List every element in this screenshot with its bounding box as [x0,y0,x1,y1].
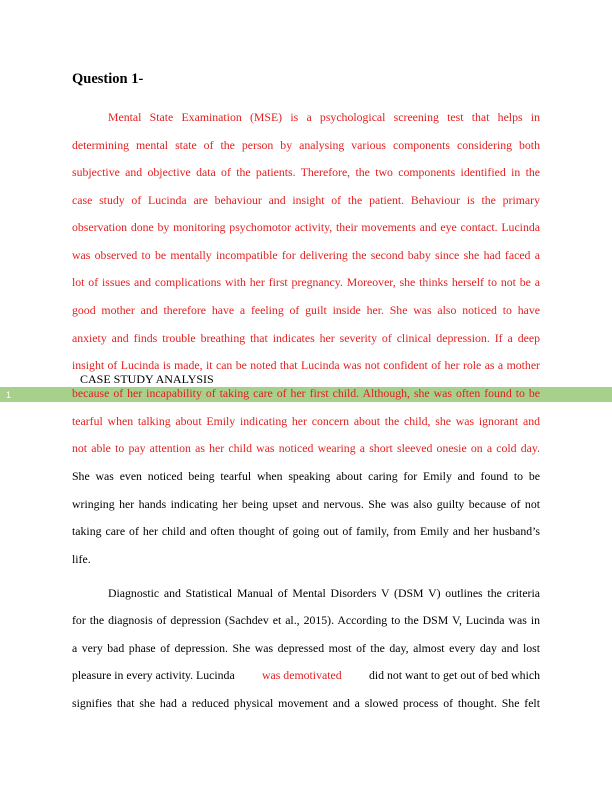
page-number: 1 [6,390,12,400]
paragraph-line: Diagnostic and Statistical Manual of Mental Disorders V (DSM V) outlines the criteria [108,586,540,600]
paragraph-line: case study of Lucinda are behaviour and insight of the patient. Behaviour is the primary [72,193,540,207]
paragraph-line: taking care of her child and often thought of going out of family, from Emily and her husband’s [72,524,540,538]
paragraph-line: Mental State Examination (MSE) is a psychological screening test that helps in [108,110,540,124]
line-segment: pleasure in every activity. Lucinda [72,668,235,682]
paragraph-line: signifies that she had a reduced physical movement and a slowed process of thought. She felt [72,696,540,710]
paragraph-line: a very bad phase of depression. She was depressed most of the day, almost every day and lost [72,641,540,655]
paragraph-line: wringing her hands indicating her being upset and nervous. She was also guilty because of not [72,497,540,511]
paragraph-line: lot of issues and complications with her first pregnancy. Moreover, she thinks herself to not be a [72,275,540,289]
running-header: CASE STUDY ANALYSIS [80,372,214,386]
paragraph-line: subjective and objective data of the patients. Therefore, the two components identified in the [72,165,540,179]
paragraph-line: determining mental state of the person by analysing various components considering both [72,138,540,152]
question-heading: Question 1- [72,71,144,87]
paragraph-line: tearful when talking about Emily indicating her concern about the child, she was ignorant and [72,414,540,428]
paragraph-line: anxiety and finds trouble breathing that indicates her severity of clinical depression. If a deep [72,331,540,345]
line-segment: did not want to get out of bed which [368,668,540,682]
paragraph-line: was observed to be mentally incompatible for delivering the second baby since she had faced a [72,248,540,262]
paragraph-line: observation done by monitoring psychomotor activity, their movements and eye contact. Lucinda [72,220,540,234]
paragraph-line-mixed [72,668,540,682]
paragraph-line: because of her incapability of taking care of her first child. Although, she was often found to be [72,386,540,400]
paragraph-line: insight of Lucinda is made, it can be noted that Lucinda was not confident of her role as a mother [72,358,540,372]
paragraph-line: not able to pay attention as her child was noticed wearing a short sleeved onesie on a cold day. [72,441,540,455]
paragraph-line: for the diagnosis of depression (Sachdev et al., 2015). According to the DSM V, Lucinda was in [72,613,540,627]
highlighted-text: was demotivated [262,668,342,682]
paragraph-line: She was even noticed being tearful when speaking about caring for Emily and found to be [72,469,540,483]
paragraph-line: good mother and therefore have a feeling of guilt inside her. She was also noticed to have [72,303,540,317]
paragraph-line: life. [72,552,91,566]
